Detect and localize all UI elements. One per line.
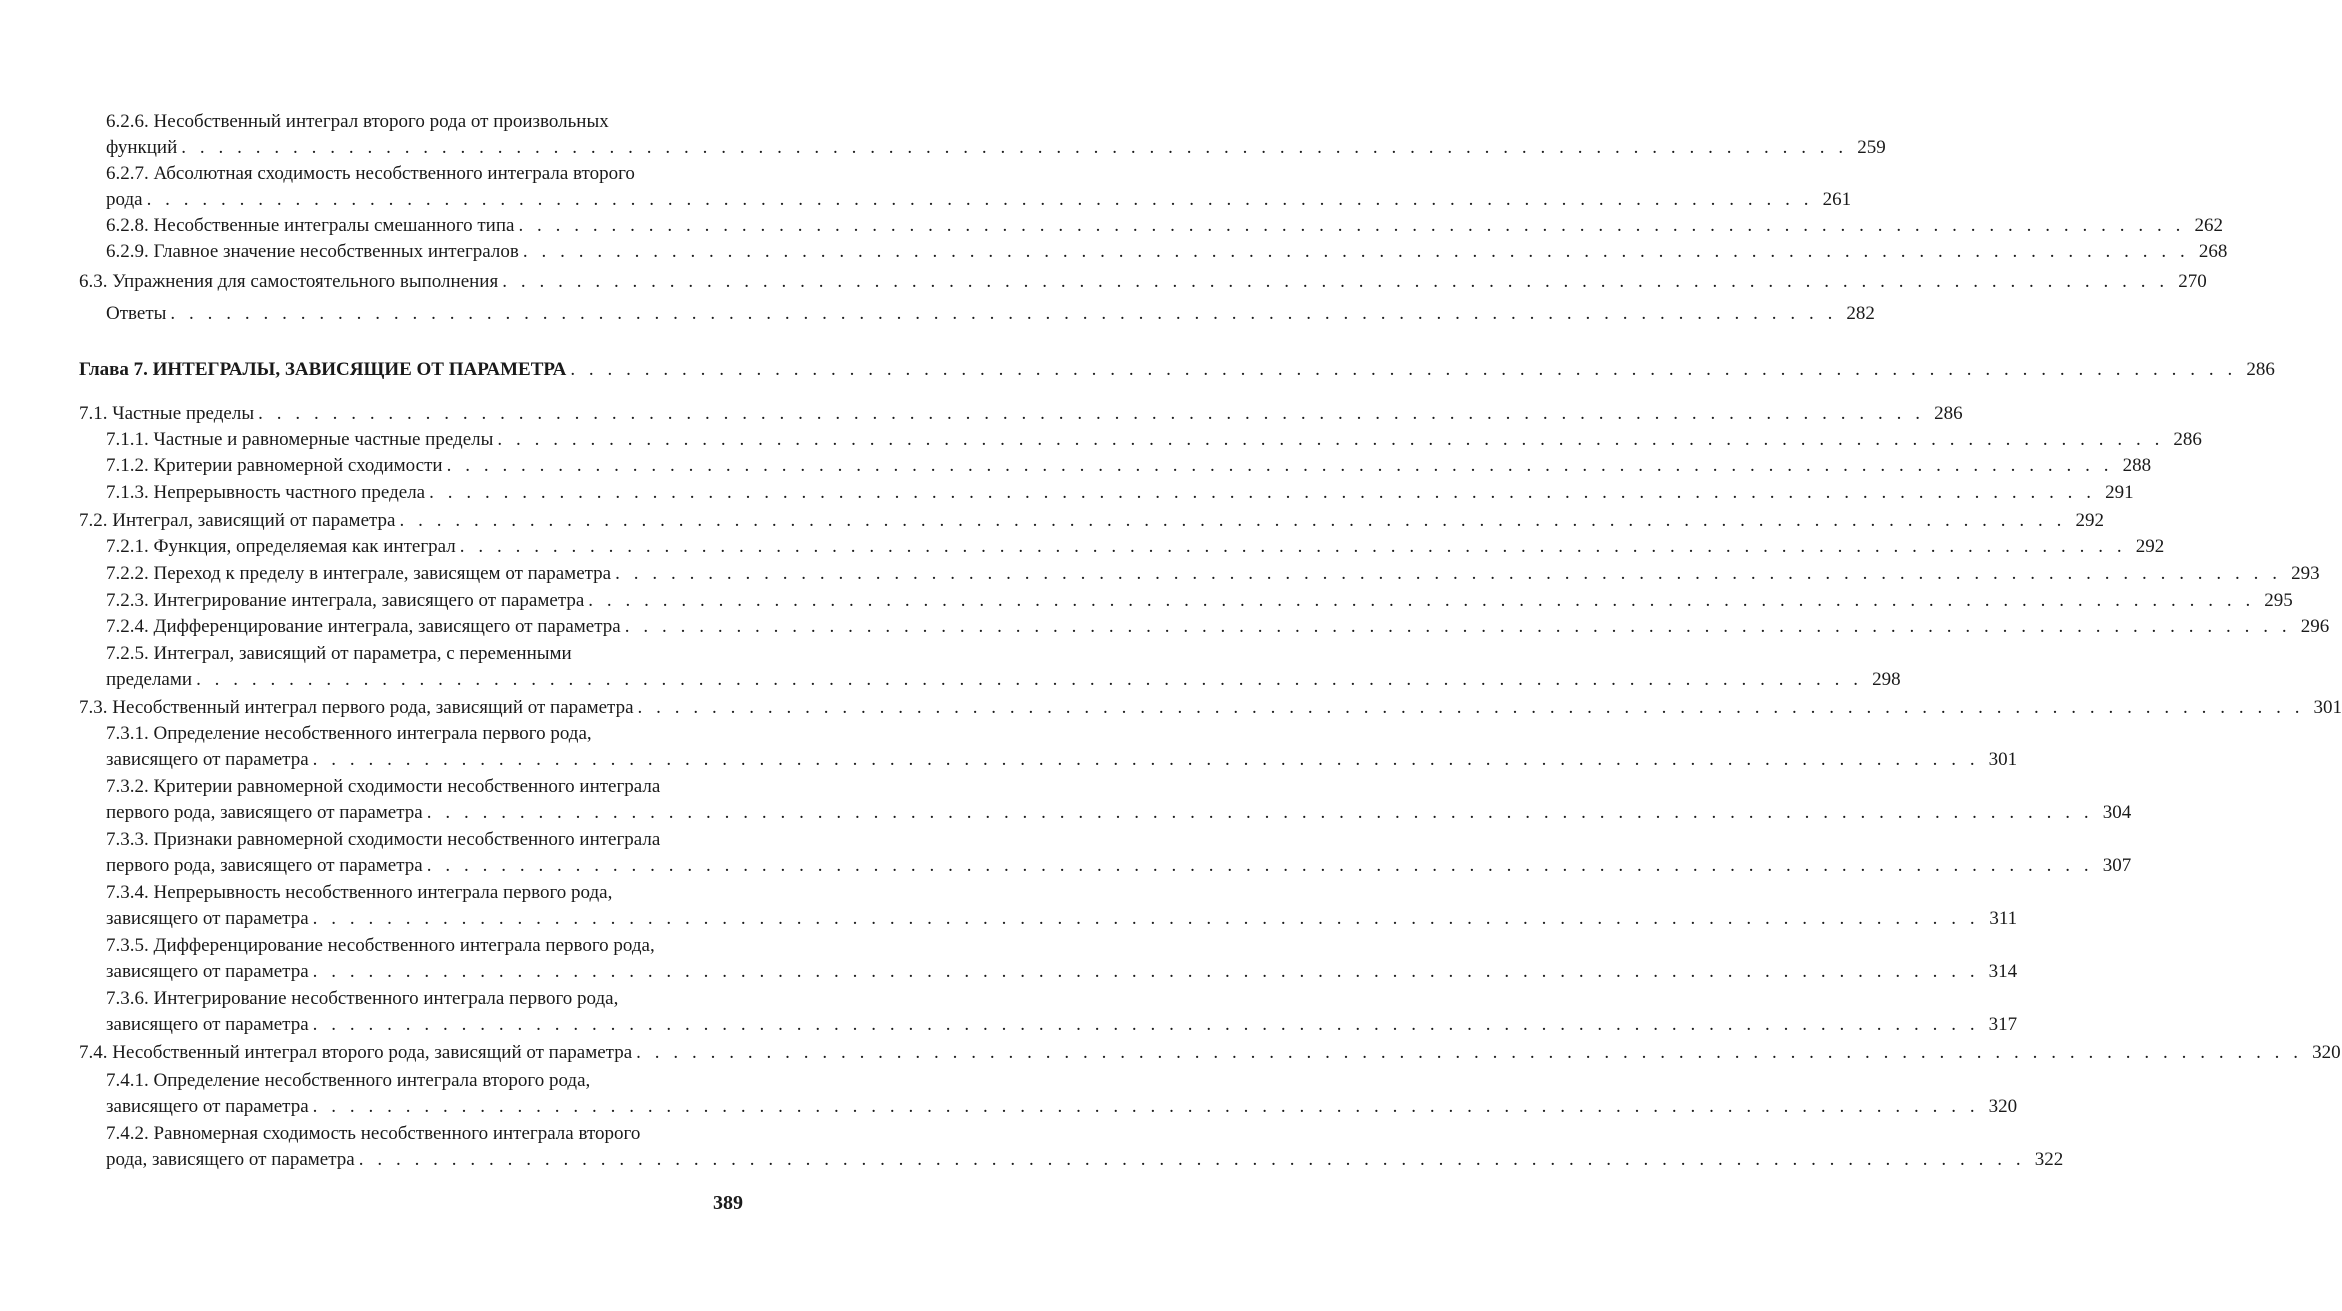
toc-page-number: 317	[1988, 1014, 2018, 1035]
toc-page-number: 262	[2194, 215, 2223, 236]
dot-leader: . . . . . . . . . . . . . . . . . . . . . . . . . . . . . . . . . . . . . . . . . . . . . . . . . . . . . . . . . . . . . . . . . . . . . . . . . . . . . . . . . . . . . . . . . .	[570, 359, 2237, 380]
toc-entry-leader-line	[106, 427, 2202, 453]
dot-leader: . . . . . . . . . . . . . . . . . . . . . . . . . . . . . . . . . . . . . . . . . . . . . . . . . . . . . . . . . . . . . . . . . . . . . . . . . . . . . . . . . . . . . . . . . .	[522, 241, 2190, 262]
toc-page-number: 259	[1857, 137, 1886, 158]
toc-page-number: 270	[2178, 271, 2207, 292]
dot-leader: . . . . . . . . . . . . . . . . . . . . . . . . . . . . . . . . . . . . . . . . . . . . . . . . . . . . . . . . . . . . . . . . . . . . . . . . . . . . . . . . . . . . . . . . . .	[196, 669, 1863, 690]
toc-page-number: 301	[1988, 749, 2018, 770]
dot-leader: . . . . . . . . . . . . . . . . . . . . . . . . . . . . . . . . . . . . . . . . . . . . . . . . . . . . . . . . . . . . . . . . . . . . . . . . . . . . . . . . . . . . . . . . . .	[312, 1014, 1980, 1035]
toc-page-number: 307	[2102, 855, 2132, 876]
toc-entry-title: 7.4. Несобственный интеграл второго рода, зависящий от параметра	[79, 1042, 633, 1063]
toc-entry-title: 7.4.1. Определение несобственного интеграла второго рода,	[106, 1070, 591, 1091]
toc-entry-leader-line	[106, 239, 2228, 265]
dot-leader: . . . . . . . . . . . . . . . . . . . . . . . . . . . . . . . . . . . . . . . . . . . . . . . . . . . . . . . . . . . . . . . . . . . . . . . . . . . . . . . . . . . . . . . . . .	[399, 510, 2066, 531]
toc-entry-title: 7.2.3. Интегрирование интеграла, зависящего от параметра	[106, 590, 585, 611]
toc-page-number: 320	[1988, 1096, 2018, 1117]
dot-leader: . . . . . . . . . . . . . . . . . . . . . . . . . . . . . . . . . . . . . . . . . . . . . . . . . . . . . . . . . . . . . . . . . . . . . . . . . . . . . . . . . . . . . . . . . .	[170, 303, 1837, 324]
toc-entry-title: 7.4.2. Равномерная сходимость несобственного интеграла второго	[106, 1123, 641, 1144]
toc-entry-title-continued: пределами	[106, 669, 193, 690]
toc-entry-title-continued: зависящего от параметра	[106, 1096, 309, 1117]
toc-entry-leader-line	[106, 561, 2320, 587]
dot-leader: . . . . . . . . . . . . . . . . . . . . . . . . . . . . . . . . . . . . . . . . . . . . . . . . . . . . . . . . . . . . . . . . . . . . . . . . . . . . . . . . . . . . . . . . . .	[588, 590, 2255, 611]
dot-leader: . . . . . . . . . . . . . . . . . . . . . . . . . . . . . . . . . . . . . . . . . . . . . . . . . . . . . . . . . . . . . . . . . . . . . . . . . . . . . . . . . . . . . . . . . .	[636, 1042, 2303, 1063]
dot-leader: . . . . . . . . . . . . . . . . . . . . . . . . . . . . . . . . . . . . . . . . . . . . . . . . . . . . . . . . . . . . . . . . . . . . . . . . . . . . . . . . . . . . . . . . . .	[312, 961, 1980, 982]
dot-leader: . . . . . . . . . . . . . . . . . . . . . . . . . . . . . . . . . . . . . . . . . . . . . . . . . . . . . . . . . . . . . . . . . . . . . . . . . . . . . . . . . . . . . . . . . .	[446, 455, 2114, 476]
toc-entry-title: 7.3.5. Дифференцирование несобственного интеграла первого рода,	[106, 935, 655, 956]
toc-entry-leader-line	[106, 1147, 2064, 1173]
toc-entry-title: Глава 7. ИНТЕГРАЛЫ, ЗАВИСЯЩИЕ ОТ ПАРАМЕТРА	[79, 359, 567, 380]
toc-page-number: 293	[2291, 563, 2320, 584]
toc-entry-title-continued: зависящего от параметра	[106, 1014, 309, 1035]
toc-entry-leader-line	[79, 401, 1963, 427]
toc-entry-leader-line	[106, 959, 2018, 985]
toc-entry-leader-line	[106, 453, 2152, 479]
toc-entry-title: 7.2.2. Переход к пределу в интеграле, зависящем от параметра	[106, 563, 612, 584]
dot-leader: . . . . . . . . . . . . . . . . . . . . . . . . . . . . . . . . . . . . . . . . . . . . . . . . . . . . . . . . . . . . . . . . . . . . . . . . . . . . . . . . . . . . . . . . . .	[258, 403, 1925, 424]
toc-entry-title: 6.2.8. Несобственные интегралы смешанного типа	[106, 215, 515, 236]
toc-page-number: 301	[2313, 697, 2342, 718]
toc-page-number: 286	[2173, 429, 2202, 450]
dot-leader: . . . . . . . . . . . . . . . . . . . . . . . . . . . . . . . . . . . . . . . . . . . . . . . . . . . . . . . . . . . . . . . . . . . . . . . . . . . . . . . . . . . . . . . . . .	[502, 271, 2169, 292]
toc-page-number: 295	[2264, 590, 2293, 611]
dot-leader: . . . . . . . . . . . . . . . . . . . . . . . . . . . . . . . . . . . . . . . . . . . . . . . . . . . . . . . . . . . . . . . . . . . . . . . . . . . . . . . . . . . . . . . . . .	[312, 749, 1980, 770]
toc-entry-leader-line	[106, 747, 2018, 773]
toc-page-number: 296	[2300, 616, 2330, 637]
dot-leader: . . . . . . . . . . . . . . . . . . . . . . . . . . . . . . . . . . . . . . . . . . . . . . . . . . . . . . . . . . . . . . . . . . . . . . . . . . . . . . . . . . . . . . . . . .	[518, 215, 2185, 236]
toc-entry-title: 7.3. Несобственный интеграл первого рода, зависящий от параметра	[79, 697, 634, 718]
toc-entry-leader-line	[106, 588, 2293, 614]
toc-page-number: 268	[2198, 241, 2228, 262]
toc-entry-leader-line	[106, 1012, 2018, 1038]
toc-entry-title-continued: первого рода, зависящего от параметра	[106, 802, 423, 823]
toc-entry-leader-line	[79, 269, 2207, 295]
dot-leader: . . . . . . . . . . . . . . . . . . . . . . . . . . . . . . . . . . . . . . . . . . . . . . . . . . . . . . . . . . . . . . . . . . . . . . . . . . . . . . . . . . . . . . . . . .	[624, 616, 2292, 637]
toc-page-number: 322	[2034, 1149, 2064, 1170]
toc-entry-title: 7.2.5. Интеграл, зависящий от параметра, с переменными	[106, 643, 572, 664]
toc-entry-leader-line	[106, 213, 2223, 239]
toc-entry-leader-line	[106, 614, 2330, 640]
toc-entry-leader-line	[106, 667, 1901, 693]
toc-entry-title: 7.3.1. Определение несобственного интеграла первого рода,	[106, 723, 592, 744]
toc-entry-title: 7.1.1. Частные и равномерные частные пределы	[106, 429, 494, 450]
toc-entry-leader-line	[106, 480, 2134, 506]
toc-page-number: 261	[1822, 189, 1852, 210]
toc-entry-leader-line	[106, 1094, 2018, 1120]
dot-leader: . . . . . . . . . . . . . . . . . . . . . . . . . . . . . . . . . . . . . . . . . . . . . . . . . . . . . . . . . . . . . . . . . . . . . . . . . . . . . . . . . . . . . . . . . .	[146, 189, 1814, 210]
toc-page-number: 314	[1988, 961, 2018, 982]
dot-leader: . . . . . . . . . . . . . . . . . . . . . . . . . . . . . . . . . . . . . . . . . . . . . . . . . . . . . . . . . . . . . . . . . . . . . . . . . . . . . . . . . . . . . . . . . .	[429, 482, 2096, 503]
toc-entry-title: Ответы	[106, 303, 167, 324]
toc-entry-title: 7.2. Интеграл, зависящий от параметра	[79, 510, 396, 531]
toc-entry-title: 7.2.1. Функция, определяемая как интеграл	[106, 536, 456, 557]
toc-entry-leader-line	[106, 853, 2132, 879]
toc-entry-leader-line	[106, 906, 2018, 932]
toc-entry-title: 7.3.4. Непрерывность несобственного интеграла первого рода,	[106, 882, 613, 903]
toc-entry-title-continued: рода	[106, 189, 143, 210]
dot-leader: . . . . . . . . . . . . . . . . . . . . . . . . . . . . . . . . . . . . . . . . . . . . . . . . . . . . . . . . . . . . . . . . . . . . . . . . . . . . . . . . . . . . . . . . . .	[312, 908, 1980, 929]
toc-entry-leader-line	[106, 800, 2132, 826]
toc-entry-leader-line	[79, 508, 2104, 534]
dot-leader: . . . . . . . . . . . . . . . . . . . . . . . . . . . . . . . . . . . . . . . . . . . . . . . . . . . . . . . . . . . . . . . . . . . . . . . . . . . . . . . . . . . . . . . . . .	[497, 429, 2164, 450]
toc-entry-title: 7.1.3. Непрерывность частного предела	[106, 482, 426, 503]
toc-page-number: 292	[2075, 510, 2104, 531]
toc-entry-title: 7.1.2. Критерии равномерной сходимости	[106, 455, 443, 476]
toc-entry-title-continued: зависящего от параметра	[106, 908, 309, 929]
toc-entry-title: 6.3. Упражнения для самостоятельного выполнения	[79, 271, 499, 292]
dot-leader: . . . . . . . . . . . . . . . . . . . . . . . . . . . . . . . . . . . . . . . . . . . . . . . . . . . . . . . . . . . . . . . . . . . . . . . . . . . . . . . . . . . . . . . . . .	[181, 137, 1848, 158]
toc-page-number: 298	[1872, 669, 1901, 690]
dot-leader: . . . . . . . . . . . . . . . . . . . . . . . . . . . . . . . . . . . . . . . . . . . . . . . . . . . . . . . . . . . . . . . . . . . . . . . . . . . . . . . . . . . . . . . . . .	[426, 802, 2094, 823]
dot-leader: . . . . . . . . . . . . . . . . . . . . . . . . . . . . . . . . . . . . . . . . . . . . . . . . . . . . . . . . . . . . . . . . . . . . . . . . . . . . . . . . . . . . . . . . . .	[426, 855, 2094, 876]
dot-leader: . . . . . . . . . . . . . . . . . . . . . . . . . . . . . . . . . . . . . . . . . . . . . . . . . . . . . . . . . . . . . . . . . . . . . . . . . . . . . . . . . . . . . . . . . .	[358, 1149, 2026, 1170]
toc-entry-title: 6.2.6. Несобственный интеграл второго рода от произвольных	[106, 111, 609, 132]
toc-entry-leader-line	[106, 135, 1886, 161]
toc-entry-leader-line	[106, 187, 1852, 213]
toc-entry-leader-line	[79, 1040, 2341, 1066]
toc-page-number: 292	[2135, 536, 2165, 557]
toc-page-number: 311	[1989, 908, 2018, 929]
dot-leader: . . . . . . . . . . . . . . . . . . . . . . . . . . . . . . . . . . . . . . . . . . . . . . . . . . . . . . . . . . . . . . . . . . . . . . . . . . . . . . . . . . . . . . . . . .	[459, 536, 2127, 557]
toc-entry-title: 6.2.9. Главное значение несобственных интегралов	[106, 241, 519, 262]
dot-leader: . . . . . . . . . . . . . . . . . . . . . . . . . . . . . . . . . . . . . . . . . . . . . . . . . . . . . . . . . . . . . . . . . . . . . . . . . . . . . . . . . . . . . . . . . .	[312, 1096, 1980, 1117]
toc-page-number: 304	[2102, 802, 2132, 823]
toc-entry-title: 6.2.7. Абсолютная сходимость несобственного интеграла второго	[106, 163, 635, 184]
toc-page-number: 286	[1934, 403, 1963, 424]
toc-entry-title-continued: функций	[106, 137, 178, 158]
toc-entry-title: 7.2.4. Дифференцирование интеграла, зависящего от параметра	[106, 616, 621, 637]
toc-entry-title-continued: первого рода, зависящего от параметра	[106, 855, 423, 876]
toc-entry-leader-line	[79, 357, 2275, 383]
toc-entry-title: 7.3.3. Признаки равномерной сходимости несобственного интеграла	[106, 829, 661, 850]
toc-entry-leader-line	[79, 695, 2342, 721]
toc-entry-leader-line	[106, 534, 2165, 560]
dot-leader: . . . . . . . . . . . . . . . . . . . . . . . . . . . . . . . . . . . . . . . . . . . . . . . . . . . . . . . . . . . . . . . . . . . . . . . . . . . . . . . . . . . . . . . . . .	[615, 563, 2282, 584]
toc-page-number: 282	[1846, 303, 1875, 324]
toc-page-number: 286	[2246, 359, 2275, 380]
toc-entry-title: 7.3.6. Интегрирование несобственного интеграла первого рода,	[106, 988, 619, 1009]
dot-leader: . . . . . . . . . . . . . . . . . . . . . . . . . . . . . . . . . . . . . . . . . . . . . . . . . . . . . . . . . . . . . . . . . . . . . . . . . . . . . . . . . . . . . . . . . .	[637, 697, 2305, 718]
toc-entry-title: 7.3.2. Критерии равномерной сходимости несобственного интеграла	[106, 776, 661, 797]
toc-entry-title-continued: зависящего от параметра	[106, 961, 309, 982]
page-number: 389	[713, 1192, 743, 1214]
toc-entry-title-continued: зависящего от параметра	[106, 749, 309, 770]
toc-page-number: 288	[2122, 455, 2152, 476]
toc-entry-title-continued: рода, зависящего от параметра	[106, 1149, 355, 1170]
toc-entry-leader-line	[106, 301, 1875, 327]
toc-page-number: 320	[2312, 1042, 2341, 1063]
toc-page-number: 291	[2105, 482, 2134, 503]
toc-entry-title: 7.1. Частные пределы	[79, 403, 255, 424]
